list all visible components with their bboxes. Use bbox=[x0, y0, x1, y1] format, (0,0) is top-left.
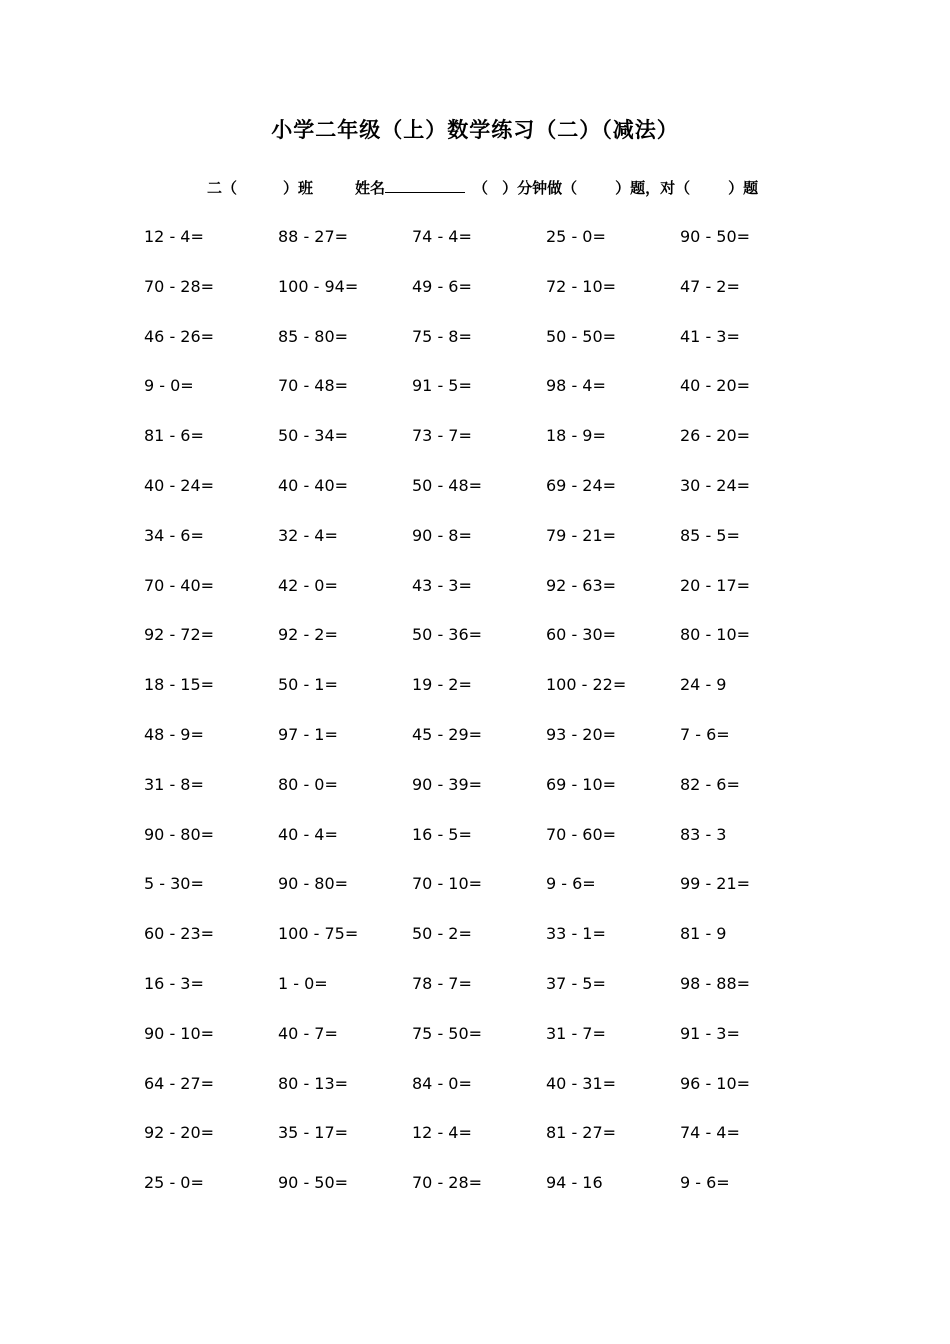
problem-cell: 12 - 4= bbox=[144, 227, 204, 246]
problem-cell: 69 - 24= bbox=[546, 475, 617, 495]
problem-cell: 40 - 24= bbox=[144, 475, 215, 495]
problem-cell: 40 - 7= bbox=[278, 1023, 338, 1043]
problem-cell: 50 - 50= bbox=[546, 326, 617, 346]
problem-cell: 92 - 63= bbox=[546, 575, 617, 595]
minutes-open: （ bbox=[473, 179, 489, 197]
problem-cell: 81 - 6= bbox=[144, 426, 204, 446]
problem-cell: 12 - 4= bbox=[412, 1123, 472, 1143]
problem-cell: 42 - 0= bbox=[278, 575, 338, 595]
problem-cell: 32 - 4= bbox=[278, 525, 338, 545]
problem-cell: 84 - 0= bbox=[412, 1073, 472, 1093]
problem-cell: 49 - 6= bbox=[412, 276, 472, 296]
problem-cell: 26 - 20= bbox=[680, 426, 751, 446]
problem-cell: 81 - 9 bbox=[680, 924, 727, 944]
problem-cell: 35 - 17= bbox=[278, 1123, 349, 1143]
class-suffix: ）班 bbox=[283, 179, 314, 197]
problem-cell: 69 - 10= bbox=[546, 774, 617, 794]
problem-cell: 33 - 1= bbox=[546, 924, 606, 944]
problem-cell: 94 - 16 bbox=[546, 1173, 603, 1193]
problem-cell: 90 - 8= bbox=[412, 525, 472, 545]
problem-cell: 90 - 10= bbox=[144, 1023, 215, 1043]
problem-cell: 60 - 30= bbox=[546, 625, 617, 645]
problem-cell: 50 - 2= bbox=[412, 924, 472, 944]
problem-cell: 64 - 27= bbox=[144, 1073, 215, 1093]
problem-cell: 83 - 3 bbox=[680, 824, 727, 844]
problem-cell: 96 - 10= bbox=[680, 1073, 751, 1093]
problem-cell: 74 - 4= bbox=[412, 227, 472, 246]
problem-cell: 75 - 50= bbox=[412, 1023, 483, 1043]
problem-cell: 99 - 21= bbox=[680, 874, 751, 894]
problem-cell: 20 - 17= bbox=[680, 575, 751, 595]
problem-cell: 75 - 8= bbox=[412, 326, 472, 346]
problem-cell: 92 - 72= bbox=[144, 625, 215, 645]
problem-cell: 93 - 20= bbox=[546, 724, 617, 744]
problem-cell: 90 - 80= bbox=[144, 824, 215, 844]
problem-cell: 78 - 7= bbox=[412, 973, 472, 993]
problem-cell: 43 - 3= bbox=[412, 575, 472, 595]
problem-cell: 90 - 50= bbox=[680, 227, 751, 246]
problem-cell: 9 - 6= bbox=[546, 874, 596, 894]
problem-cell: 5 - 30= bbox=[144, 874, 204, 894]
problem-cell: 70 - 28= bbox=[144, 276, 215, 296]
problem-cell: 40 - 4= bbox=[278, 824, 338, 844]
problem-cell: 100 - 22= bbox=[546, 675, 627, 695]
minutes-label: ）分钟做（ bbox=[502, 179, 578, 197]
problem-cell: 90 - 80= bbox=[278, 874, 349, 894]
problem-cell: 25 - 0= bbox=[546, 227, 606, 246]
problem-cell: 45 - 29= bbox=[412, 724, 483, 744]
worksheet-title: 小学二年级（上）数学练习（二）（减法） bbox=[271, 118, 679, 142]
problem-cell: 30 - 24= bbox=[680, 475, 751, 495]
problem-cell: 70 - 60= bbox=[546, 824, 617, 844]
problem-cell: 25 - 0= bbox=[144, 1173, 204, 1193]
problem-cell: 9 - 6= bbox=[680, 1173, 730, 1193]
problem-cell: 19 - 2= bbox=[412, 675, 472, 695]
problem-cell: 60 - 23= bbox=[144, 924, 215, 944]
problem-cell: 70 - 40= bbox=[144, 575, 215, 595]
problem-cell: 79 - 21= bbox=[546, 525, 617, 545]
problem-cell: 47 - 2= bbox=[680, 276, 740, 296]
problem-cell: 7 - 6= bbox=[680, 724, 730, 744]
problem-cell: 91 - 3= bbox=[680, 1023, 740, 1043]
problem-cell: 85 - 80= bbox=[278, 326, 349, 346]
problem-cell: 98 - 88= bbox=[680, 973, 751, 993]
problem-cell: 90 - 50= bbox=[278, 1173, 349, 1193]
problem-cell: 31 - 8= bbox=[144, 774, 204, 794]
correct-label: ）题 bbox=[728, 179, 759, 197]
problem-cell: 81 - 27= bbox=[546, 1123, 617, 1143]
problem-cell: 50 - 34= bbox=[278, 426, 349, 446]
problem-cell: 31 - 7= bbox=[546, 1023, 606, 1043]
name-blank-line bbox=[385, 178, 465, 193]
name-label: 姓名 bbox=[355, 179, 386, 197]
problem-cell: 16 - 5= bbox=[412, 824, 472, 844]
problem-cell: 48 - 9= bbox=[144, 724, 204, 744]
problem-cell: 100 - 94= bbox=[278, 276, 359, 296]
problem-cell: 80 - 0= bbox=[278, 774, 338, 794]
problem-cell: 37 - 5= bbox=[546, 973, 606, 993]
problem-cell: 9 - 0= bbox=[144, 376, 194, 396]
problem-cell: 41 - 3= bbox=[680, 326, 740, 346]
problem-cell: 24 - 9 bbox=[680, 675, 727, 695]
problem-cell: 40 - 31= bbox=[546, 1073, 617, 1093]
problem-cell: 72 - 10= bbox=[546, 276, 617, 296]
problem-cell: 73 - 7= bbox=[412, 426, 472, 446]
problem-cell: 18 - 9= bbox=[546, 426, 606, 446]
problem-cell: 40 - 40= bbox=[278, 475, 349, 495]
problem-cell: 50 - 1= bbox=[278, 675, 338, 695]
problem-cell: 74 - 4= bbox=[680, 1123, 740, 1143]
problem-cell: 50 - 48= bbox=[412, 475, 483, 495]
problem-cell: 18 - 15= bbox=[144, 675, 215, 695]
problem-cell: 88 - 27= bbox=[278, 227, 349, 246]
problem-cell: 70 - 28= bbox=[412, 1173, 483, 1193]
problem-cell: 80 - 10= bbox=[680, 625, 751, 645]
student-info-line bbox=[207, 177, 758, 198]
problem-cell: 70 - 48= bbox=[278, 376, 349, 396]
problem-cell: 40 - 20= bbox=[680, 376, 751, 396]
problem-cell: 85 - 5= bbox=[680, 525, 740, 545]
problem-cell: 46 - 26= bbox=[144, 326, 215, 346]
problem-cell: 82 - 6= bbox=[680, 774, 740, 794]
problem-cell: 16 - 3= bbox=[144, 973, 204, 993]
problem-cell: 1 - 0= bbox=[278, 973, 328, 993]
problem-cell: 91 - 5= bbox=[412, 376, 472, 396]
problem-cell: 34 - 6= bbox=[144, 525, 204, 545]
problem-cell: 98 - 4= bbox=[546, 376, 606, 396]
problem-cell: 90 - 39= bbox=[412, 774, 483, 794]
problem-cell: 92 - 2= bbox=[278, 625, 338, 645]
problem-cell: 92 - 20= bbox=[144, 1123, 215, 1143]
problem-cell: 70 - 10= bbox=[412, 874, 483, 894]
problem-cell: 97 - 1= bbox=[278, 724, 338, 744]
class-prefix: 二（ bbox=[207, 179, 238, 197]
questions-label: ）题，对（ bbox=[615, 179, 691, 197]
problem-cell: 50 - 36= bbox=[412, 625, 483, 645]
problem-cell: 80 - 13= bbox=[278, 1073, 349, 1093]
problem-cell: 100 - 75= bbox=[278, 924, 359, 944]
